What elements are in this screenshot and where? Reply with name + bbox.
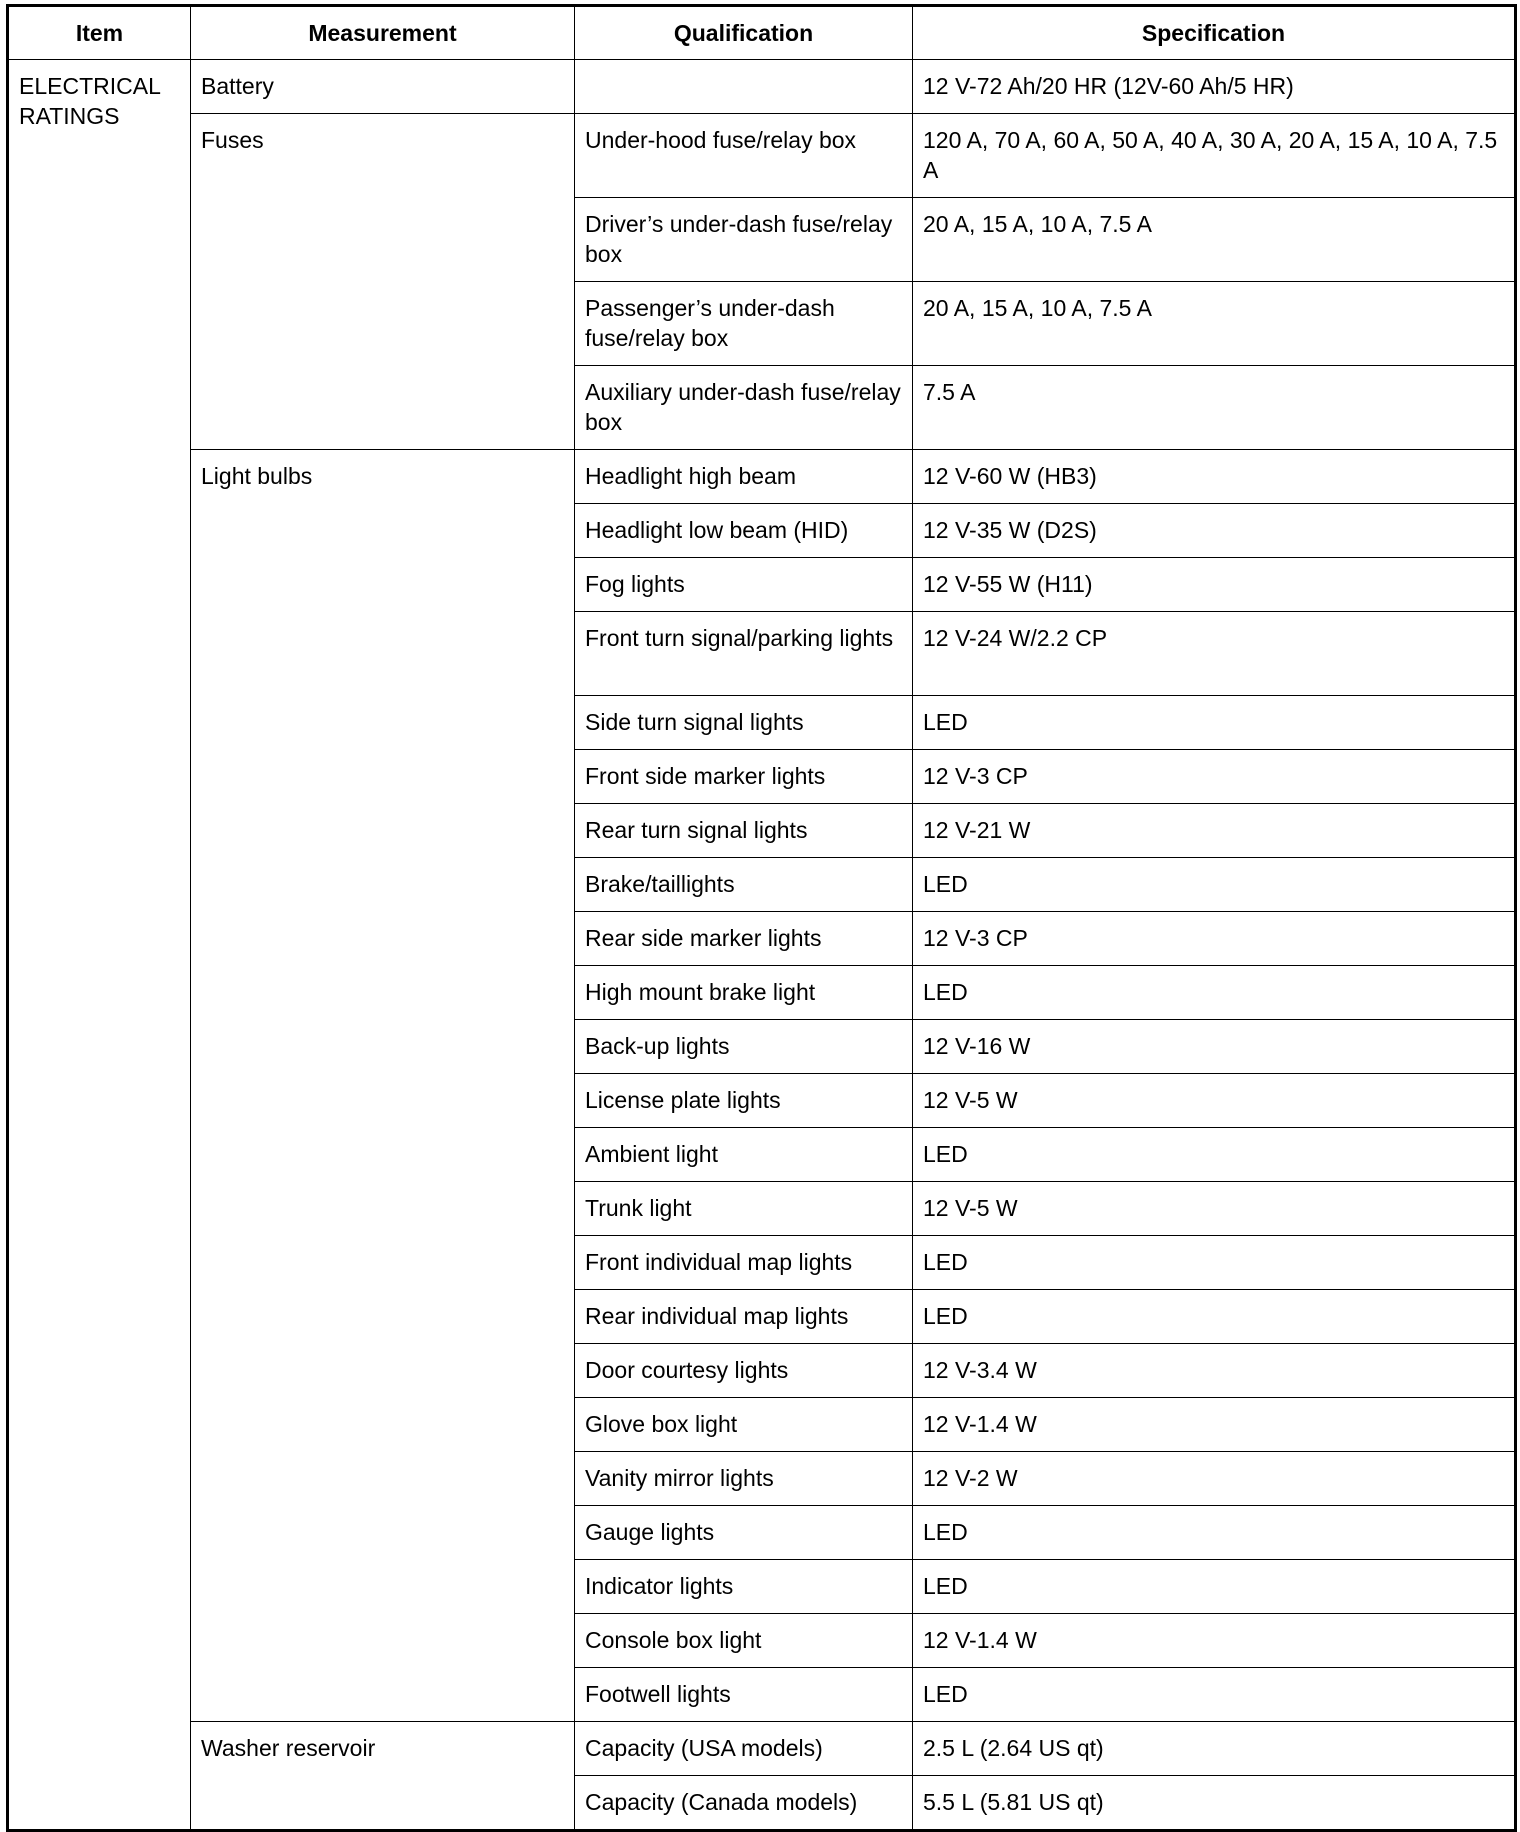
specification-cell: LED bbox=[913, 1128, 1516, 1182]
qualification-cell: Brake/taillights bbox=[575, 858, 913, 912]
qualification-cell: Ambient light bbox=[575, 1128, 913, 1182]
qualification-cell: Gauge lights bbox=[575, 1506, 913, 1560]
qualification-cell: License plate lights bbox=[575, 1074, 913, 1128]
specification-cell: LED bbox=[913, 1668, 1516, 1722]
item-cell: ELECTRICAL RATINGS bbox=[8, 60, 191, 1831]
specification-cell: 12 V-21 W bbox=[913, 804, 1516, 858]
specification-cell: 120 A, 70 A, 60 A, 50 A, 40 A, 30 A, 20 A, 15 A, 10 A, 7.5 A bbox=[913, 114, 1516, 198]
specification-cell: LED bbox=[913, 696, 1516, 750]
qualification-cell: Under-hood fuse/relay box bbox=[575, 114, 913, 198]
table-row bbox=[8, 60, 1516, 114]
specification-cell: 12 V-35 W (D2S) bbox=[913, 504, 1516, 558]
specification-cell: 12 V-60 W (HB3) bbox=[913, 450, 1516, 504]
specification-cell: 12 V-16 W bbox=[913, 1020, 1516, 1074]
qualification-cell: Rear individual map lights bbox=[575, 1290, 913, 1344]
table-row bbox=[8, 1722, 1516, 1776]
specification-cell: 2.5 L (2.64 US qt) bbox=[913, 1722, 1516, 1776]
qualification-cell bbox=[575, 60, 913, 114]
electrical-ratings-table bbox=[6, 4, 1517, 1832]
measurement-cell-light-bulbs: Light bulbs bbox=[191, 450, 575, 1722]
specification-cell: 12 V-72 Ah/20 HR (12V-60 Ah/5 HR) bbox=[913, 60, 1516, 114]
specification-cell: 7.5 A bbox=[913, 366, 1516, 450]
qualification-cell: Driver’s under-dash fuse/relay box bbox=[575, 198, 913, 282]
specification-cell: LED bbox=[913, 858, 1516, 912]
specification-cell: LED bbox=[913, 1506, 1516, 1560]
specification-cell: LED bbox=[913, 1236, 1516, 1290]
specification-cell: 5.5 L (5.81 US qt) bbox=[913, 1776, 1516, 1831]
qualification-cell: Indicator lights bbox=[575, 1560, 913, 1614]
qualification-cell: Capacity (Canada models) bbox=[575, 1776, 913, 1831]
qualification-cell: Capacity (USA models) bbox=[575, 1722, 913, 1776]
qualification-cell: High mount brake light bbox=[575, 966, 913, 1020]
qualification-cell: Footwell lights bbox=[575, 1668, 913, 1722]
specification-cell: 12 V-1.4 W bbox=[913, 1398, 1516, 1452]
specification-cell: 12 V-5 W bbox=[913, 1074, 1516, 1128]
header-row bbox=[8, 6, 1516, 60]
qualification-cell: Rear turn signal lights bbox=[575, 804, 913, 858]
qualification-cell: Headlight high beam bbox=[575, 450, 913, 504]
header-specification: Specification bbox=[913, 6, 1516, 60]
qualification-cell: Side turn signal lights bbox=[575, 696, 913, 750]
specification-cell: LED bbox=[913, 1560, 1516, 1614]
qualification-cell: Passenger’s under-dash fuse/relay box bbox=[575, 282, 913, 366]
measurement-cell-fuses: Fuses bbox=[191, 114, 575, 450]
specification-cell: 12 V-55 W (H11) bbox=[913, 558, 1516, 612]
measurement-cell-battery: Battery bbox=[191, 60, 575, 114]
specification-cell: LED bbox=[913, 966, 1516, 1020]
qualification-cell: Glove box light bbox=[575, 1398, 913, 1452]
qualification-cell: Console box light bbox=[575, 1614, 913, 1668]
specification-cell: 12 V-2 W bbox=[913, 1452, 1516, 1506]
specification-cell: LED bbox=[913, 1290, 1516, 1344]
specification-cell: 12 V-24 W/2.2 CP bbox=[913, 612, 1516, 696]
measurement-cell-washer-reservoir: Washer reservoir bbox=[191, 1722, 575, 1831]
qualification-cell: Front side marker lights bbox=[575, 750, 913, 804]
specification-cell: 12 V-3.4 W bbox=[913, 1344, 1516, 1398]
header-qualification: Qualification bbox=[575, 6, 913, 60]
table-row bbox=[8, 450, 1516, 504]
qualification-cell: Headlight low beam (HID) bbox=[575, 504, 913, 558]
qualification-cell: Auxiliary under-dash fuse/relay box bbox=[575, 366, 913, 450]
specification-cell: 12 V-1.4 W bbox=[913, 1614, 1516, 1668]
qualification-cell: Rear side marker lights bbox=[575, 912, 913, 966]
qualification-cell: Front turn signal/parking lights bbox=[575, 612, 913, 696]
qualification-cell: Door courtesy lights bbox=[575, 1344, 913, 1398]
qualification-cell: Front individual map lights bbox=[575, 1236, 913, 1290]
qualification-cell: Vanity mirror lights bbox=[575, 1452, 913, 1506]
header-measurement: Measurement bbox=[191, 6, 575, 60]
specification-cell: 12 V-3 CP bbox=[913, 750, 1516, 804]
specification-cell: 20 A, 15 A, 10 A, 7.5 A bbox=[913, 198, 1516, 282]
qualification-cell: Back-up lights bbox=[575, 1020, 913, 1074]
qualification-cell: Fog lights bbox=[575, 558, 913, 612]
header-item: Item bbox=[8, 6, 191, 60]
specification-cell: 12 V-3 CP bbox=[913, 912, 1516, 966]
qualification-cell: Trunk light bbox=[575, 1182, 913, 1236]
specification-cell: 20 A, 15 A, 10 A, 7.5 A bbox=[913, 282, 1516, 366]
specification-cell: 12 V-5 W bbox=[913, 1182, 1516, 1236]
table-row bbox=[8, 114, 1516, 198]
